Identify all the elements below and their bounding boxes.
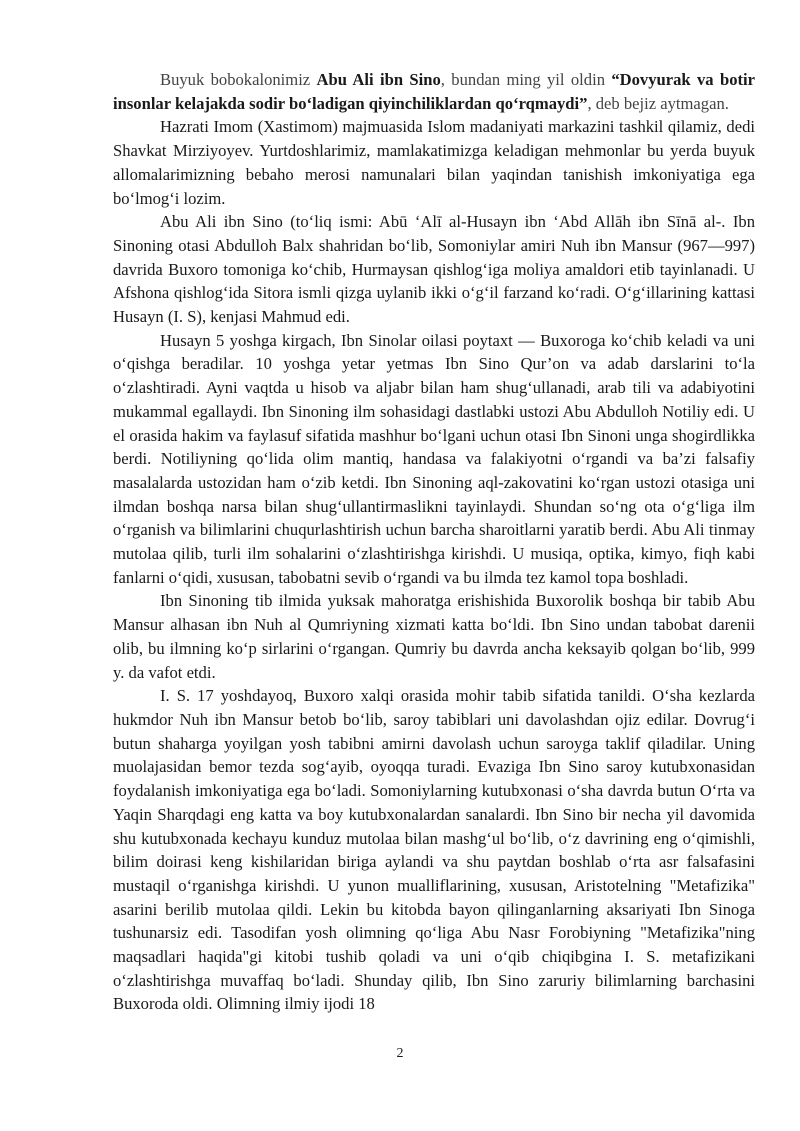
intro-text-2: , bundan ming yil oldin — [440, 70, 612, 89]
intro-text: Buyuk bobokalonimiz — [160, 70, 317, 89]
paragraph-5: Ibn Sinoning tib ilmida yuksak mahoratga erishishida Buxorolik boshqa bir tabib Abu Mansur alhasan ibn Nuh al Qumriyning xizmati katta bo‘ldi. Ibn Sino undan tabobat darenii olib, bu ilmning ko‘p sirlarini o‘rgangan. Qumriy bu davrda ancha keksayib qolgan bo‘lib, 999 y. da vafot etdi. — [113, 591, 755, 682]
quote-highlight: “Dovyurak va botir insonlar kelajakda sodir bo‘ladigan qiyinchiliklardan qo‘rqmaydi” — [113, 70, 755, 113]
paragraph-4: Husayn 5 yoshga kirgach, Ibn Sinolar oilasi poytaxt — Buxoroga ko‘chib keladi va uni o‘qishga beradilar. 10 yoshga yetar yetmas Ibn Sino Qur’on va adab darslarini to‘la o‘zlashtiradi. Ayni vaqtda u hisob va aljabr bilan ham shug‘ullanadi, arab tili va adabiyotini mukammal egallaydi. Ibn Sinoning ilm sohasidagi dastlabki ustozi Abu Abdulloh Notiliy edi. U el orasida hakim va faylasuf sifatida mashhur bo‘lgani uchun otasi Ibn Sinoni unga shogirdlikka berdi. Notiliyning qo‘lida olim mantiq, handasa va falakiyotni o‘rgandi va ba’zi falsafiy masalalarda ustozidan ham o‘zib ketdi. Ibn Sinoning aql-zakovatini ko‘rgan ustozi otasiga uni ilmdan boshqa narsa bilan shug‘ullantirmaslikni tayinlaydi. Shundan so‘ng ota o‘g‘liga ilm o‘rganish va bilimlarini chuqurlashtirish uchun barcha sharoitlarni yaratib berdi. Abu Ali tinmay mutolaa qilib, turli ilm sohalarini o‘zlashtirishga kirishdi. U musiqa, optika, kimyo, fiqh kabi fanlarni o‘qidi, xususan, tabobatni sevib o‘rgandi va bu ilmda tez kamol topa boshladi. — [113, 330, 755, 587]
paragraph-3: Abu Ali ibn Sino (to‘liq ismi: Abū ‘Alī al-Husayn ibn ‘Abd Allāh ibn Sīnā al-. Ibn Sinoning otasi Abdulloh Balx shahridan bo‘lib, Somoniylar amiri Nuh ibn Mansur (967—997) davrida Buxoro tomoniga ko‘chib, Hurmaysan qishlog‘iga moliya amaldori etib tayinlanadi. U Afshona qishlog‘ida Sitora ismli qizga uylanib ikki o‘g‘il farzand ko‘radi. O‘g‘illarining kattasi Husayn (I. S), kenjasi Mahmud edi. — [113, 212, 755, 327]
document-page — [113, 68, 755, 1016]
name-highlight: Abu Ali ibn Sino — [316, 70, 441, 89]
page-number: 2 — [396, 1046, 404, 1061]
paragraph-6: I. S. 17 yoshdayoq, Buxoro xalqi orasida mohir tabib sifatida tanildi. O‘sha kezlarda hukmdor Nuh ibn Mansur betob bo‘lib, saroy tabiblari uni davolashdan ojiz edilar. Dovrug‘i butun shaharga yoyilgan yosh tabibni amirni davolash uchun saroyga taklif qiladilar. Uning muolajasidan bemor tezda sog‘ayib, oyoqqa turadi. Evaziga Ibn Sino saroy kutubxonasidan foydalanish imkoniyatiga ega bo‘ladi. Somoniylarning kutubxonasi o‘sha davrda butun O‘rta va Yaqin Sharqdagi eng katta va boy kutubxonalardan sanalardi. Ibn Sino bir necha yil davomida shu kutubxonada kechayu kunduz mutolaa bilan mashg‘ul bo‘lib, o‘z davrining eng o‘qimishli, bilim doirasi keng kishilaridan biriga aylandi va shu paytdan boshlab o‘rta asr falsafasini mustaqil o‘rganishga kirishdi. U yunon mualliflarining, xususan, Aristotelning "Metafizika" asarini berilib mutolaa qildi. Lekin bu kitobda bayon qilinganlarning aksariyati Ibn Sinoga tushunarsiz edi. Tasodifan yosh olimning qo‘liga Abu Nasr Forobiyning "Metafizika"ning maqsadlari haqida"gi kitobi tushib qoladi va uni o‘qib chiqibgina I. S. metafizikani o‘zlashtirishga muvaffaq bo‘ladi. Shunday qilib, Ibn Sino zaruriy bilimlarning barchasini Buxoroda oldi. Olimning ilmiy ijodi 18 — [113, 686, 755, 1014]
paragraph-intro — [113, 68, 755, 115]
intro-text-3: , deb bejiz aytmagan. — [587, 93, 729, 113]
paragraph-2: Hazrati Imom (Xastimom) majmuasida Islom madaniyati markazini tashkil qilamiz, dedi Shavkat Mirziyoyev. Yurtdoshlarimiz, mamlakatimizga keladigan mehmonlar bu yerda buyuk allomalarimizning bebaho merosi namunalari bilan yaqindan tanishish imkoniyatiga ega bo‘lmog‘i lozim. — [113, 117, 755, 208]
